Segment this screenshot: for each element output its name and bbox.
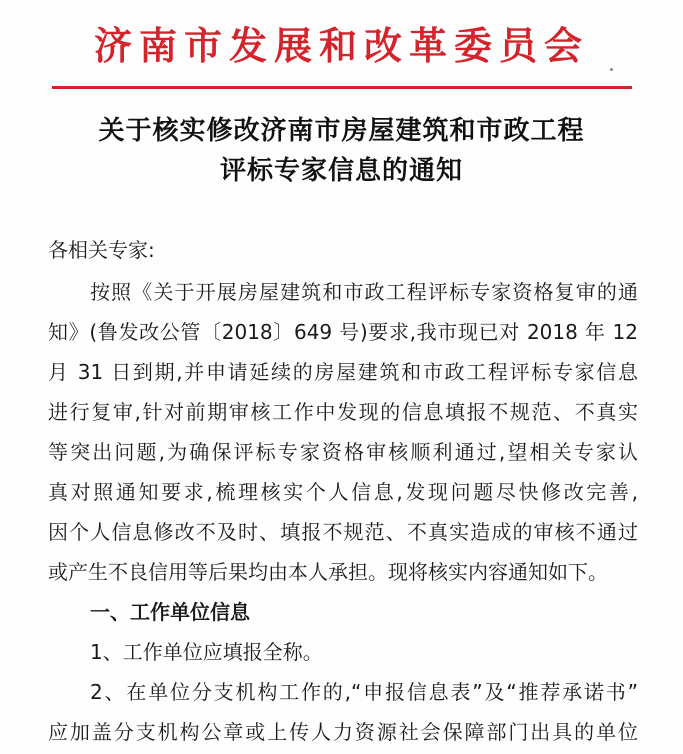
paragraph-line: 进行复审,针对前期审核工作中发现的信息填报不规范、不真实 [48, 400, 638, 424]
salutation: 各相关专家: [48, 238, 155, 262]
list-item: 1、工作单位应填报全称。 [90, 640, 323, 664]
paragraph-line: 因个人信息修改不及时、填报不规范、不真实造成的审核不通过 [48, 520, 638, 544]
section-heading: 一、工作单位信息 [90, 600, 250, 624]
agency-header: 济南市发展和改革委员会 [93, 23, 589, 68]
paragraph-line: 知》(鲁发改公管〔2018〕649 号)要求,我市现已对 2018 年 12 [48, 320, 638, 344]
document-title-line-1: 关于核实修改济南市房屋建筑和市政工程 [98, 116, 585, 146]
document-title-line-2: 评标专家信息的通知 [219, 156, 463, 186]
list-item: 2、在单位分支机构工作的,“申报信息表”及“推荐承诺书” [90, 680, 638, 704]
paragraph-line: 真对照通知要求,梳理核实个人信息,发现问题尽快修改完善, [48, 480, 638, 504]
paragraph-line: 等突出问题,为确保评标专家资格审核顺利通过,望相关专家认 [48, 440, 638, 464]
list-item-continuation: 应加盖分支机构公章或上传人力资源社会保障部门出具的单位 [48, 720, 638, 744]
paragraph-line: 按照《关于开展房屋建筑和市政工程评标专家资格复审的通 [90, 280, 638, 304]
paragraph-line: 月 31 日到期,并申请延续的房屋建筑和市政工程评标专家信息 [48, 360, 638, 384]
scan-speck [610, 68, 613, 71]
red-divider-rule [52, 86, 632, 89]
paragraph-line: 或产生不良信用等后果均由本人承担。现将核实内容通知如下。 [48, 560, 608, 584]
